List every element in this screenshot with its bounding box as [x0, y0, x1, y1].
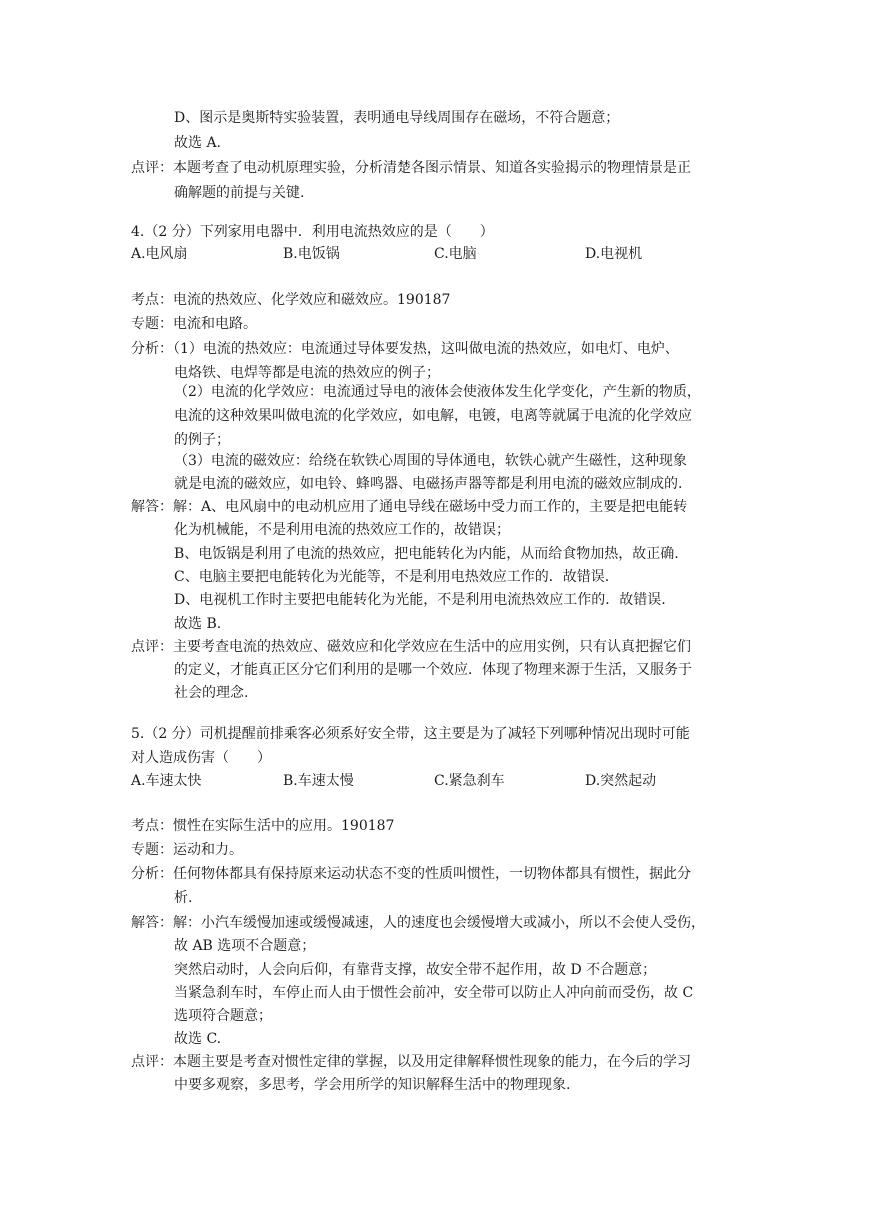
- q5-option-d: D.突然起动: [585, 773, 657, 789]
- q5-stem-line-2: 对人造成伤害（ ）: [131, 750, 271, 766]
- q5-option-a: A.车速太快: [131, 773, 202, 789]
- prev-option-d: D、图示是奥斯特实验装置，表明通电导线周围存在磁场，不符合题意；: [174, 110, 620, 126]
- q5-option-b: B.车速太慢: [283, 773, 354, 789]
- prev-comment-line-2: 确解题的前提与关键.: [174, 185, 305, 201]
- q5-jieda-line-1: 解答：解：小汽车缓慢加速或缓慢减速，人的速度也会缓慢增大或减小，所以不会使人受伤，: [131, 915, 705, 931]
- q4-dianping-line-1: 点评：主要考查电流的热效应、磁效应和化学效应在生活中的应用实例，只有认真把握它们: [131, 639, 691, 655]
- q5-option-c: C.紧急刹车: [434, 773, 505, 789]
- prev-choose: 故选 A.: [174, 135, 222, 151]
- q5-dianping-line-2: 中要多观察，多思考，学会用所学的知识解释生活中的物理现象.: [174, 1077, 571, 1093]
- prev-comment-line-1: 点评：本题考查了电动机原理实验，分析清楚各图示情景、知道各实验揭示的物理情景是正: [131, 160, 691, 176]
- q4-fenxi-line-5: 的例子；: [174, 432, 230, 448]
- q5-stem-line-1: 5.（2 分）司机提醒前排乘客必须系好安全带，这主要是为了减轻下列哪种情况出现时可能: [131, 726, 690, 742]
- q4-stem: 4.（2 分）下列家用电器中．利用电流热效应的是（ ）: [131, 224, 494, 240]
- q4-fenxi-line-2: 电烙铁、电焊等都是电流的热效应的例子；: [174, 365, 440, 381]
- q4-option-a: A.电风扇: [131, 246, 188, 262]
- q4-zhuanti: 专题：电流和电路。: [131, 316, 257, 332]
- q4-jieda-line-5: D、电视机工作时主要把电能转化为光能，不是利用电流热效应工作的．故错误.: [174, 592, 666, 608]
- q5-fenxi-line-1: 分析：任何物体都具有保持原来运动状态不变的性质叫惯性，一切物体都具有惯性，据此分: [131, 866, 691, 882]
- q5-zhuanti: 专题：运动和力。: [131, 842, 243, 858]
- q4-jieda-line-3: B、电饭锅是利用了电流的热效应，把电能转化为内能，从而给食物加热，故正确.: [174, 546, 679, 562]
- q4-option-c: C.电脑: [434, 246, 477, 262]
- q5-dianping-line-1: 点评：本题主要是考查对惯性定律的掌握，以及用定律解释惯性现象的能力，在今后的学习: [131, 1054, 691, 1070]
- q5-jieda-line-5: 选项符合题意；: [174, 1008, 272, 1024]
- q5-jieda-line-2: 故 AB 选项不合题意；: [174, 938, 316, 954]
- q5-fenxi-line-2: 析.: [174, 890, 193, 906]
- q4-option-b: B.电饭锅: [283, 246, 340, 262]
- q4-jieda-line-6: 故选 B.: [174, 616, 222, 632]
- q4-jieda-line-1: 解答：解：A、电风扇中的电动机应用了通电导线在磁场中受力而工作的，主要是把电能转: [131, 499, 688, 515]
- q5-jieda-line-3: 突然启动时，人会向后仰，有靠背支撑，故安全带不起作用，故 D 不合题意；: [174, 962, 657, 978]
- q4-fenxi-line-4: 电流的这种效果叫做电流的化学效应，如电解，电镀，电离等就属于电流的化学效应: [174, 408, 692, 424]
- q4-fenxi-line-3: （2）电流的化学效应：电流通过导电的液体会使液体发生化学变化，产生新的物质，: [174, 384, 701, 400]
- q4-jieda-line-4: C、电脑主要把电能转化为光能等，不是利用电热效应工作的．故错误.: [174, 569, 610, 585]
- q4-dianping-line-3: 社会的理念.: [174, 685, 249, 701]
- q5-jieda-line-4: 当紧急刹车时，车停止而人由于惯性会前冲，安全带可以防止人冲向前而受伤，故 C: [174, 985, 694, 1001]
- q4-dianping-line-2: 的定义，才能真正区分它们利用的是哪一个效应．体现了物理来源于生活，又服务于: [174, 662, 692, 678]
- q4-option-d: D.电视机: [585, 246, 643, 262]
- q5-jieda-line-6: 故选 C.: [174, 1031, 222, 1047]
- q4-jieda-line-2: 化为机械能，不是利用电流的热效应工作的，故错误；: [174, 522, 510, 538]
- q5-kaodian: 考点：惯性在实际生活中的应用。190187: [131, 818, 395, 834]
- q4-fenxi-line-6: （3）电流的磁效应：给绕在软铁心周围的导体通电，软铁心就产生磁性，这种现象: [174, 453, 687, 469]
- q4-fenxi-line-7: 就是电流的磁效应，如电铃、蜂鸣器、电磁扬声器等都是利用电流的磁效应制成的.: [174, 476, 683, 492]
- q4-kaodian: 考点：电流的热效应、化学效应和磁效应。190187: [131, 292, 451, 308]
- q4-fenxi-line-1: 分析：（1）电流的热效应：电流通过导体要发热，这叫做电流的热效应，如电灯、电炉、: [131, 341, 679, 357]
